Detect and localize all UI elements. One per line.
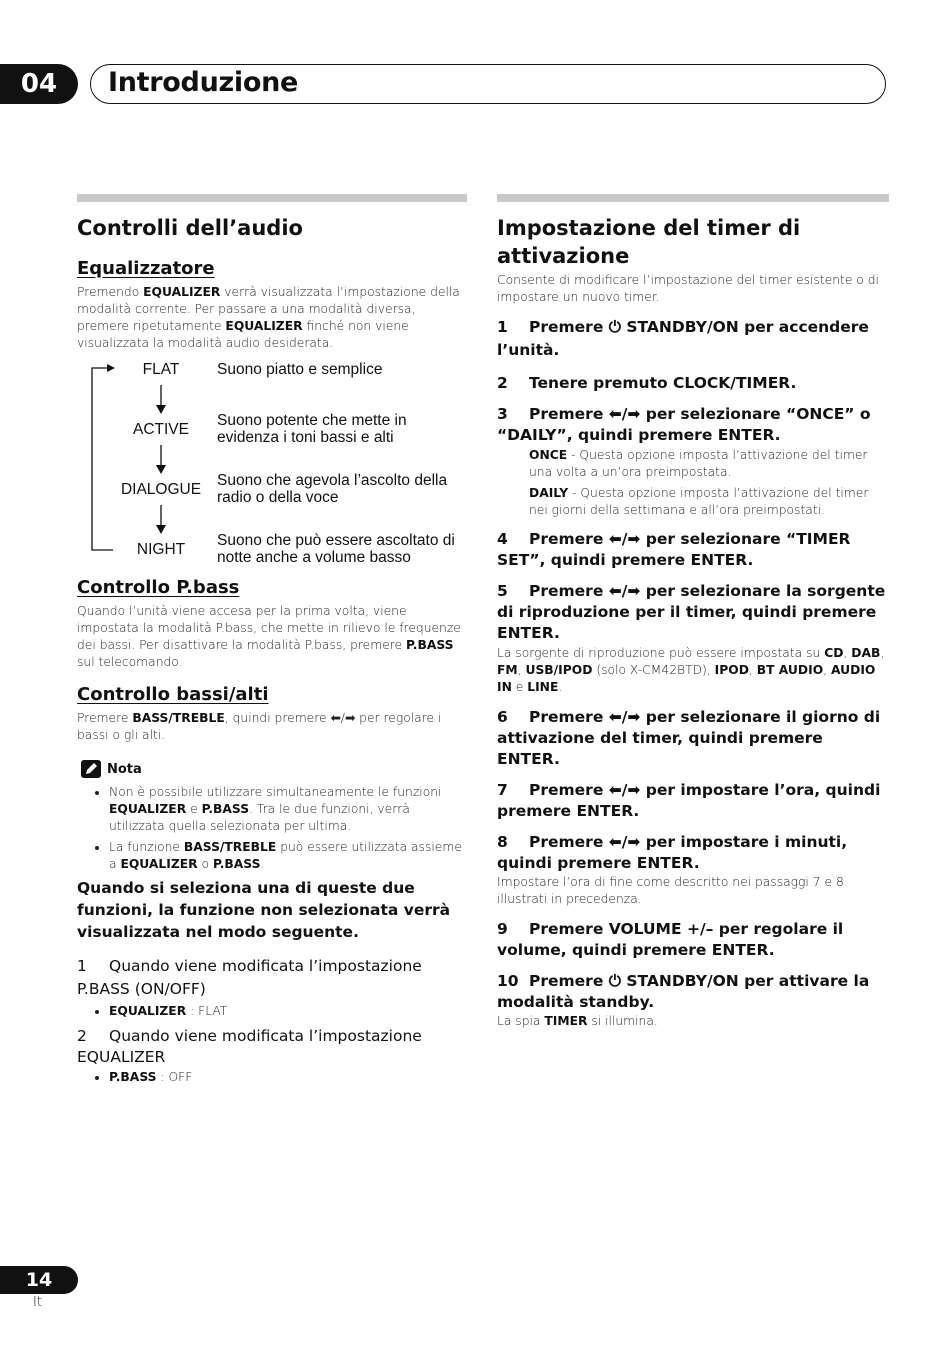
section-rule xyxy=(497,194,889,202)
case-1-bullet: • EQUALIZER : FLAT xyxy=(77,1003,467,1020)
step-10: 10 Premere ⏻ STANDBY/ON per attivare la modalità standby. xyxy=(497,972,870,1011)
equalizer-heading: Equalizzatore xyxy=(77,258,215,279)
note-item: • La funzione BASS/TREBLE può essere utilizzata assieme a EQUALIZER o P.BASS. xyxy=(109,839,467,873)
page-title: Introduzione xyxy=(108,67,299,98)
section-title-audio: Controlli dell’audio xyxy=(77,216,303,240)
note-item: • Non è possibile utilizzare simultaneamente le funzioni EQUALIZER e P.BASS. Tra le due funzioni, verrà utilizzata quella selezionata per ultima. xyxy=(109,784,467,835)
mode-cycle-arrows xyxy=(77,360,177,560)
step-8-note: Impostare l’ora di fine come descritto nei passaggi 7 e 8 illustrati in precedenza. xyxy=(497,875,844,906)
step-7: 7 Premere ⬅/➡ per impostare l’ora, quindi premere ENTER. xyxy=(497,781,881,820)
step-10-note: La spia TIMER si illumina. xyxy=(497,1014,658,1028)
mode-dialogue-description: Suono che agevola l’ascolto della radio o della voce xyxy=(217,472,448,506)
case-1: 1 Quando viene modificata l’impostazione P.BASS (ON/OFF) xyxy=(77,957,422,998)
section-rule xyxy=(77,194,467,202)
once-option: ONCE - Questa opzione imposta l’attivazione del timer una volta a un’ora preimpostata. xyxy=(529,448,868,479)
equalizer-mode-diagram xyxy=(77,360,467,572)
mode-dialogue: DIALOGUE xyxy=(120,481,202,498)
mode-flat: FLAT xyxy=(142,361,180,378)
bass-treble-paragraph: Premere BASS/TREBLE, quindi premere ⬅/➡ per regolare i bassi o gli alti. xyxy=(77,711,442,742)
selection-bold-paragraph: Quando si seleziona una di queste due funzioni, la funzione non selezionata verrà visualizzata nel modo seguente. xyxy=(77,879,451,941)
timer-sources: La sorgente di riproduzione può essere impostata su CD, DAB, FM, USB/IPOD (solo X-CM42BTD), IPOD, BT AUDIO, AUDIO IN e LINE. xyxy=(497,646,885,694)
note-list xyxy=(77,784,467,873)
pbass-paragraph: Quando l’unità viene accesa per la prima volta, viene impostata la modalità P.bass, che mette in rilievo le frequenze dei bassi. Per disattivare la modalità P.bass, premere P.BASS sul telecomando. xyxy=(77,604,461,669)
note-label: Nota xyxy=(107,761,142,777)
mode-flat-description: Suono piatto e semplice xyxy=(217,361,383,378)
step-1: 1 Premere ⏻ STANDBY/ON per accendere l’unità. xyxy=(497,318,869,359)
bass-treble-heading: Controllo bassi/alti xyxy=(77,684,269,705)
equalizer-paragraph: Premendo EQUALIZER verrà visualizzata l’impostazione della modalità corrente. Per passare a una modalità diversa, premere ripetutamente EQUALIZER finché non viene visualizzata la modalità audio desiderata. xyxy=(77,285,460,350)
case-2-bullet: • P.BASS : OFF xyxy=(77,1069,467,1086)
step-6: 6 Premere ⬅/➡ per selezionare il giorno di attivazione del timer, quindi premere ENTER. xyxy=(497,708,881,768)
step-5: 5 Premere ⬅/➡ per selezionare la sorgente di riproduzione per il timer, quindi premere ENTER. xyxy=(497,582,886,642)
step-2: 2 Tenere premuto CLOCK/TIMER. xyxy=(497,374,797,392)
language-code: It xyxy=(33,1295,42,1310)
pencil-note-icon xyxy=(81,760,101,778)
mode-night: NIGHT xyxy=(136,541,186,558)
daily-option: DAILY - Questa opzione imposta l’attivazione del timer nei giorni della settimana e all’ora preimpostati. xyxy=(529,486,869,517)
chapter-number-badge: 04 xyxy=(0,64,78,104)
right-column xyxy=(497,194,889,1030)
timer-intro: Consente di modificare l’impostazione del timer esistente o di impostare un nuovo timer. xyxy=(497,273,879,304)
mode-active-description: Suono potente che mette in evidenza i toni bassi e alti xyxy=(217,412,407,446)
step-4: 4 Premere ⬅/➡ per selezionare “TIMER SET”, quindi premere ENTER. xyxy=(497,530,851,569)
step-9: 9 Premere VOLUME +/– per regolare il volume, quindi premere ENTER. xyxy=(497,920,844,959)
step-3: 3 Premere ⬅/➡ per selezionare “ONCE” o “DAILY”, quindi premere ENTER. xyxy=(497,405,871,444)
page-number-badge: 14 xyxy=(0,1266,78,1294)
step-8: 8 Premere ⬅/➡ per impostare i minuti, quindi premere ENTER. xyxy=(497,833,848,872)
mode-active: ACTIVE xyxy=(133,421,189,438)
pbass-heading: Controllo P.bass xyxy=(77,577,240,598)
mode-night-description: Suono che può essere ascoltato di notte anche a volume basso xyxy=(217,532,455,566)
section-title-timer: Impostazione del timer di attivazione xyxy=(497,216,801,268)
case-2: 2 Quando viene modificata l’impostazione EQUALIZER xyxy=(77,1027,422,1066)
left-column xyxy=(77,194,467,1090)
note-header xyxy=(77,760,467,778)
